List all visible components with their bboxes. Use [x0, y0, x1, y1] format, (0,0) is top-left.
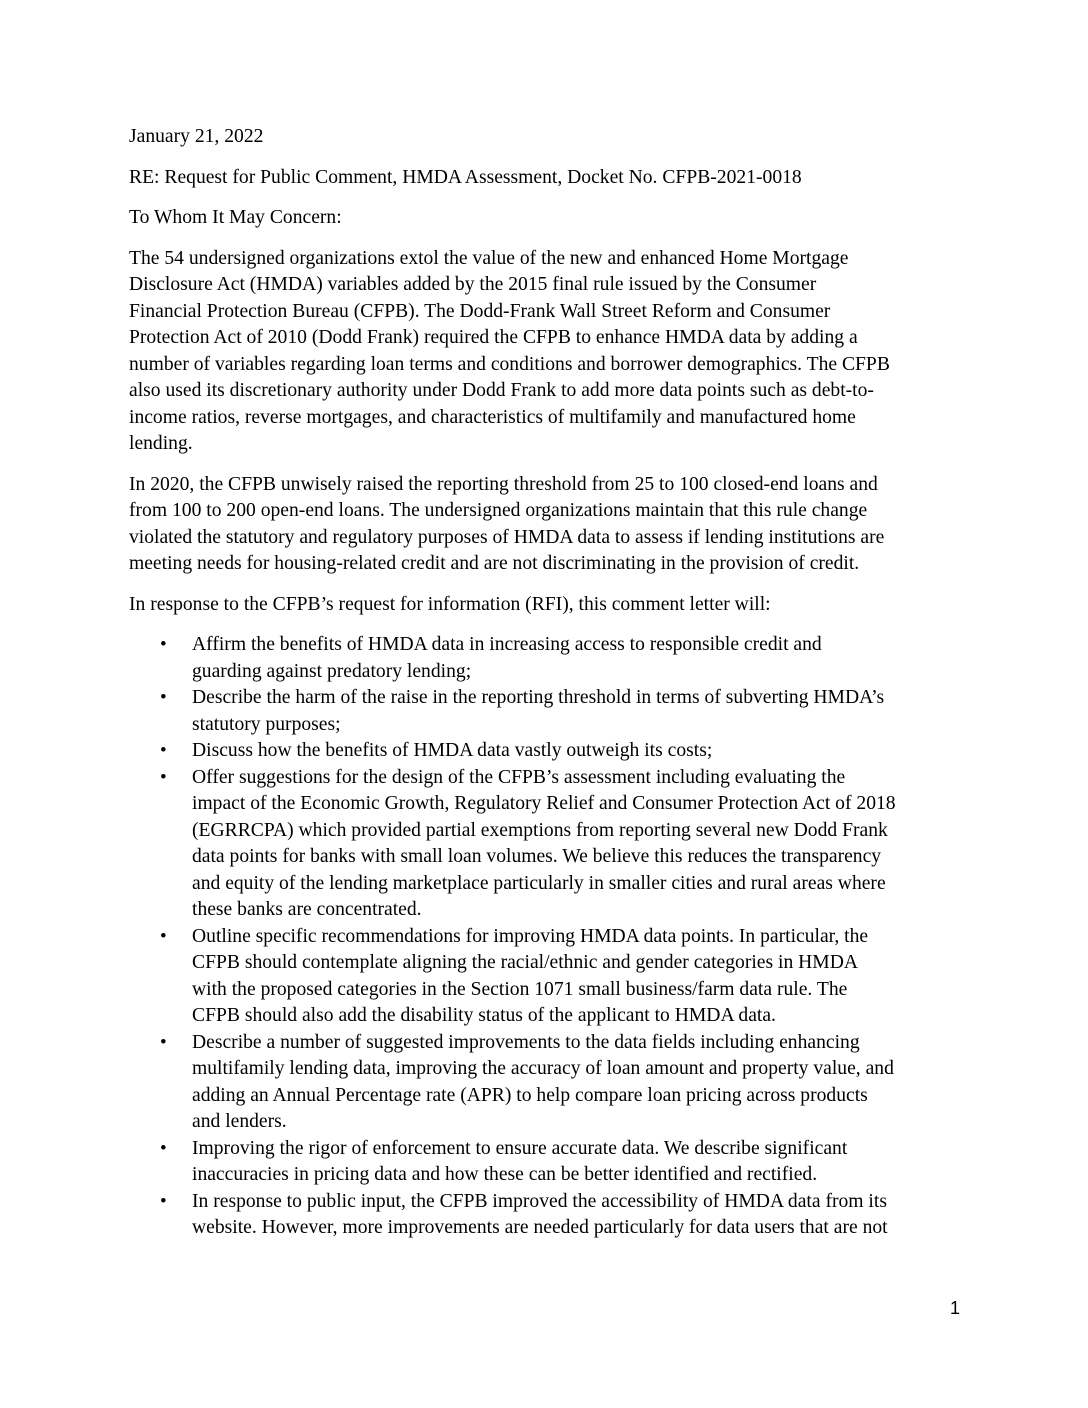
text-line: CFPB should contemplate aligning the racial/ethnic and gender categories in HMDA — [192, 952, 859, 973]
bullet-icon: • — [160, 1137, 167, 1159]
text-line: these banks are concentrated. — [192, 899, 422, 920]
bullet-icon: • — [160, 1031, 167, 1053]
comment-bullet-list — [129, 632, 961, 1242]
text-line: number of variables regarding loan terms and conditions and borrower demographics. The CFPB — [129, 353, 890, 375]
text-line: website. However, more improvements are needed particularly for data users that are not — [192, 1217, 888, 1238]
text-line: Protection Act of 2010 (Dodd Frank) required the CFPB to enhance HMDA data by adding a — [129, 327, 858, 348]
text-line: CFPB should also add the disability status of the applicant to HMDA data. — [192, 1005, 776, 1026]
text-line: lending. — [129, 433, 193, 454]
text-line: Financial Protection Bureau (CFPB). The Dodd-Frank Wall Street Reform and Consumer — [129, 300, 831, 322]
text-line: Improving the rigor of enforcement to ensure accurate data. We describe significant — [192, 1137, 848, 1159]
text-line: multifamily lending data, improving the accuracy of loan amount and property value, and — [192, 1058, 894, 1079]
intro-paragraph — [129, 246, 961, 458]
bullet-item — [129, 685, 961, 738]
bullet-icon: • — [160, 925, 167, 947]
text-line: The 54 undersigned organizations extol the value of the new and enhanced Home Mortgage — [129, 247, 849, 269]
text-line: Discuss how the benefits of HMDA data vastly outweigh its costs; — [192, 740, 713, 761]
text-line: Offer suggestions for the design of the CFPB’s assessment including evaluating the — [192, 766, 846, 788]
text-line: adding an Annual Percentage rate (APR) to help compare loan pricing across products — [192, 1084, 868, 1106]
bullet-icon: • — [160, 1190, 167, 1212]
text-line: statutory purposes; — [192, 713, 341, 735]
response-intro: In response to the CFPB’s request for information (RFI), this comment letter will: — [129, 593, 771, 615]
text-line: Disclosure Act (HMDA) variables added by the 2015 final rule issued by the Consumer — [129, 274, 817, 295]
salutation: To Whom It May Concern: — [129, 207, 342, 228]
text-line: from 100 to 200 open-end loans. The undersigned organizations maintain that this rule change — [129, 500, 868, 521]
bullet-item — [129, 1136, 961, 1189]
text-line: and lenders. — [192, 1111, 287, 1132]
bullet-item — [129, 924, 961, 1030]
bullet-item — [129, 738, 961, 765]
bullet-icon: • — [160, 634, 167, 655]
text-line: with the proposed categories in the Section 1071 small business/farm data rule. The — [192, 978, 848, 1000]
bullet-icon: • — [160, 687, 167, 708]
text-line: and equity of the lending marketplace particularly in smaller cities and rural areas where — [192, 872, 886, 894]
text-line: Describe the harm of the raise in the reporting threshold in terms of subverting HMDA’s — [192, 687, 885, 708]
text-line: In 2020, the CFPB unwisely raised the reporting threshold from 25 to 100 closed-end loans and — [129, 473, 878, 495]
letter-date: January 21, 2022 — [129, 126, 264, 147]
bullet-icon: • — [160, 766, 167, 788]
threshold-paragraph — [129, 472, 961, 578]
page-number: 1 — [949, 1298, 960, 1318]
text-line: impact of the Economic Growth, Regulatory Relief and Consumer Protection Act of 2018 — [192, 793, 896, 814]
bullet-item — [129, 1189, 961, 1242]
text-line: data points for banks with small loan volumes. We believe this reduces the transparency — [192, 846, 882, 867]
text-line: (EGRRCPA) which provided partial exemptions from reporting several new Dodd Frank — [192, 819, 888, 841]
text-line: violated the statutory and regulatory purposes of HMDA data to assess if lending institutions are — [129, 526, 885, 548]
text-line: also used its discretionary authority under Dodd Frank to add more data points such as debt-to- — [129, 380, 874, 401]
text-line: income ratios, reverse mortgages, and characteristics of multifamily and manufactured home — [129, 406, 856, 428]
bullet-item — [129, 1030, 961, 1136]
text-line: inaccuracies in pricing data and how these can be better identified and rectified. — [192, 1164, 818, 1185]
text-line: Describe a number of suggested improvements to the data fields including enhancing — [192, 1031, 860, 1053]
letter-body — [129, 124, 961, 1242]
text-line: Affirm the benefits of HMDA data in increasing access to responsible credit and — [192, 634, 822, 655]
re-line: RE: Request for Public Comment, HMDA Assessment, Docket No. CFPB-2021-0018 — [129, 166, 802, 188]
text-line: Outline specific recommendations for improving HMDA data points. In particular, the — [192, 925, 869, 947]
text-line: meeting needs for housing-related credit and are not discriminating in the provision of credit. — [129, 553, 860, 574]
bullet-item — [129, 765, 961, 924]
text-line: In response to public input, the CFPB improved the accessibility of HMDA data from its — [192, 1190, 887, 1212]
bullet-item — [129, 632, 961, 685]
text-line: guarding against predatory lending; — [192, 660, 472, 682]
bullet-icon: • — [160, 740, 167, 761]
